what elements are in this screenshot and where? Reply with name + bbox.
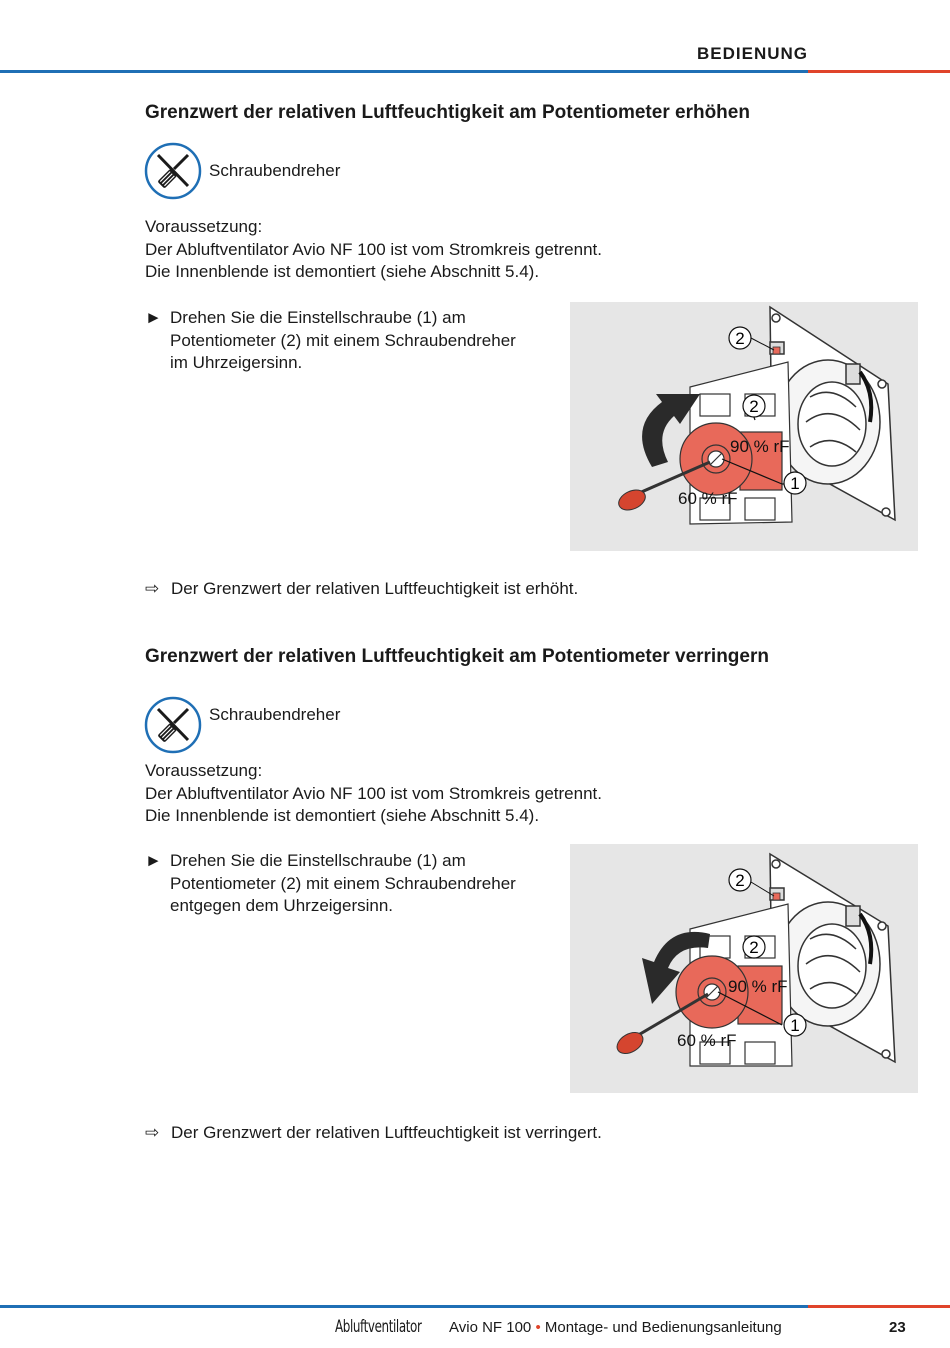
prerequisite-title: Voraussetzung: [145,761,263,780]
callout-potentiometer: 2 [735,871,745,890]
result-line [145,579,578,599]
step-line: entgegen dem Uhrzeigersinn. [170,896,394,915]
prerequisite-title: Voraussetzung: [145,217,263,236]
footer-document-title [449,1319,782,1336]
step-line: Drehen Sie die Einstellschraube (1) am [170,308,466,327]
tool-label: Schraubendreher [209,161,341,180]
result-text: Der Grenzwert der relativen Luftfeuchtigkeit ist erhöht. [171,579,579,598]
step-marker-icon: ► [145,851,162,870]
step-line: Drehen Sie die Einstellschraube (1) am [170,851,466,870]
potentiometer-figure-decrease [570,844,918,1093]
footer-doc: Montage- und Bedienungsanleitung [544,1319,782,1336]
prerequisite-line: Der Abluftventilator Avio NF 100 ist vom Stromkreis getrennt. [145,239,602,259]
header-rule [0,70,950,73]
callout-adjusting-screw: 1 [790,474,800,493]
label-60-rf: 60 % rF [677,1031,737,1050]
section-heading-decrease: Grenzwert der relativen Luftfeuchtigkeit am Potentiometer verringern [145,646,769,667]
result-line [145,1123,602,1143]
section-heading-increase: Grenzwert der relativen Luftfeuchtigkeit am Potentiometer erhöhen [145,102,750,123]
screwdriver-tool-icon [144,696,202,754]
screwdriver-tool-icon [144,142,202,200]
step-marker-icon: ► [145,308,162,327]
page-number: 23 [889,1319,906,1336]
prerequisite-line: Der Abluftventilator Avio NF 100 ist vom Stromkreis getrennt. [145,783,602,803]
tool-label: Schraubendreher [209,705,341,724]
label-90-rf: 90 % rF [728,977,788,996]
section-header: BEDIENUNG [696,44,808,63]
result-arrow-icon: ⇨ [145,579,160,598]
callout-potentiometer-detail: 2 [749,397,759,416]
label-60-rf: 60 % rF [678,489,738,508]
label-90-rf: 90 % rF [730,437,790,456]
instruction-step [145,307,565,377]
result-arrow-icon: ⇨ [145,1123,160,1142]
step-line: Potentiometer (2) mit einem Schraubendreher [170,873,516,893]
callout-potentiometer: 2 [735,329,745,348]
result-text: Der Grenzwert der relativen Luftfeuchtigkeit ist verringert. [171,1123,602,1142]
callout-adjusting-screw: 1 [790,1016,800,1035]
footer-product: Avio NF 100 [449,1319,532,1336]
footer-rule [0,1305,950,1308]
step-line: Potentiometer (2) mit einem Schraubendreher [170,330,516,350]
prerequisite-line: Die Innenblende ist demontiert (siehe Abschnitt 5.4). [145,262,540,281]
callout-potentiometer-detail: 2 [749,938,759,957]
prerequisite-block [145,216,602,284]
step-line: im Uhrzeigersinn. [170,353,303,372]
footer-brand: Abluftventilator [335,1317,422,1337]
prerequisite-line: Die Innenblende ist demontiert (siehe Abschnitt 5.4). [145,806,540,825]
potentiometer-figure-increase [570,302,918,551]
footer-bullet: • [535,1319,541,1336]
instruction-step [145,850,565,920]
prerequisite-block [145,760,602,828]
